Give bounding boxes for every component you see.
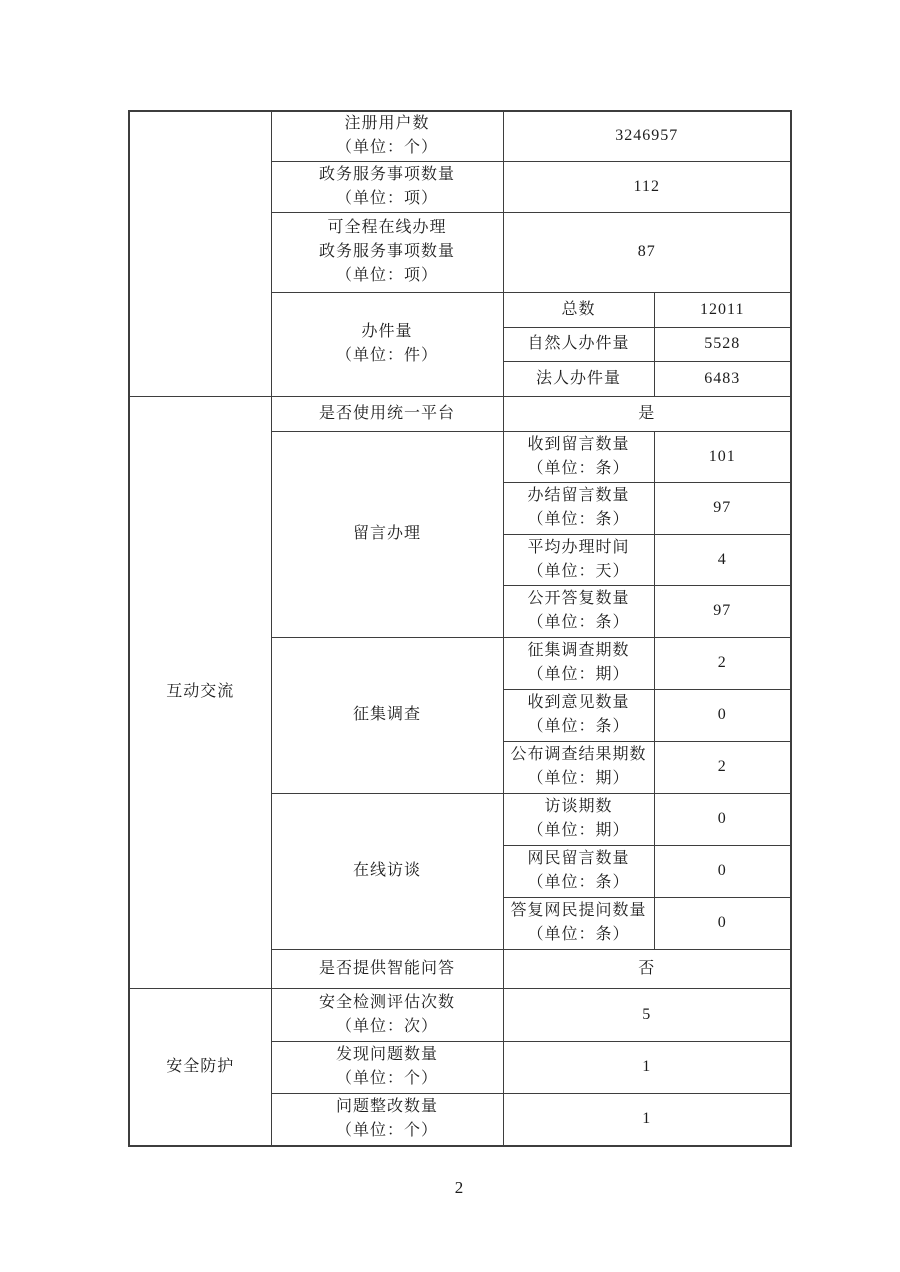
msg-avgtime-unit: （单位：天） xyxy=(527,562,630,580)
online-items-unit: （单位：项） xyxy=(335,267,438,284)
cell-cases-label xyxy=(271,292,503,396)
section-cell-blank xyxy=(129,111,271,396)
cell-service-items-label xyxy=(271,161,503,212)
cell-cases-total-label: 总数 xyxy=(503,292,654,327)
cell-msg-avgtime-value: 4 xyxy=(654,534,791,585)
msg-completed-unit: （单位：条） xyxy=(527,511,630,528)
msg-avgtime-label: 平均办理时间 xyxy=(527,538,630,556)
cell-cases-legal-value: 6483 xyxy=(654,361,791,396)
cell-unified-platform-value: 是 xyxy=(503,396,791,431)
online-items-label-line2: 政务服务事项数量 xyxy=(318,243,455,260)
msg-received-label: 收到留言数量 xyxy=(527,435,630,453)
cell-online-items-label xyxy=(271,212,503,292)
cell-interview-periods-value: 0 xyxy=(654,793,791,845)
problems-fixed-unit: （单位：个） xyxy=(335,1122,438,1140)
service-items-unit: （单位：项） xyxy=(335,189,438,207)
page-number: 2 xyxy=(454,1178,464,1197)
msg-received-unit: （单位：条） xyxy=(527,459,630,477)
cell-interview-messages-value: 0 xyxy=(654,845,791,897)
cell-msg-received-value: 101 xyxy=(654,431,791,482)
cell-problems-found-value: 1 xyxy=(503,1041,791,1093)
cases-unit: （单位：件） xyxy=(335,347,438,364)
cell-msg-reply-label xyxy=(503,585,654,637)
cell-cases-legal-label: 法人办件量 xyxy=(503,361,654,396)
cell-cases-natural-label: 自然人办件量 xyxy=(503,327,654,361)
cell-assessments-value: 5 xyxy=(503,988,791,1041)
cell-survey-periods-value: 2 xyxy=(654,637,791,689)
interview-messages-unit: （单位：条） xyxy=(527,874,630,891)
cell-cases-natural-value: 5528 xyxy=(654,327,791,361)
problems-found-label: 发现问题数量 xyxy=(335,1046,438,1063)
cell-unified-platform-label: 是否使用统一平台 xyxy=(271,396,503,431)
online-items-label-line1: 可全程在线办理 xyxy=(327,219,447,236)
cell-smart-qa-value: 否 xyxy=(503,949,791,988)
survey-opinions-unit: （单位：条） xyxy=(527,718,630,735)
interview-messages-label: 网民留言数量 xyxy=(527,850,630,867)
section-cell-interaction: 互动交流 xyxy=(129,396,271,988)
cell-msg-completed-value: 97 xyxy=(654,482,791,534)
table-row xyxy=(129,111,791,161)
section-cell-security: 安全防护 xyxy=(129,988,271,1146)
cell-interview-replies-label xyxy=(503,897,654,949)
cell-registered-users-label xyxy=(271,111,503,161)
cases-label: 办件量 xyxy=(361,323,413,340)
cell-interview-replies-value: 0 xyxy=(654,897,791,949)
cell-survey-results-label xyxy=(503,741,654,793)
interview-replies-unit: （单位：条） xyxy=(527,926,630,943)
survey-periods-label: 征集调查期数 xyxy=(527,642,630,659)
cell-interview-periods-label xyxy=(503,793,654,845)
cell-interview-label: 在线访谈 xyxy=(271,793,503,949)
cell-msg-reply-value: 97 xyxy=(654,585,791,637)
interview-periods-label: 访谈期数 xyxy=(544,798,613,815)
service-items-label: 政务服务事项数量 xyxy=(318,165,455,183)
cell-problems-fixed-label xyxy=(271,1093,503,1146)
msg-completed-label: 办结留言数量 xyxy=(527,487,630,504)
cell-assessments-label xyxy=(271,988,503,1041)
cell-interview-messages-label xyxy=(503,845,654,897)
cell-survey-opinions-label xyxy=(503,689,654,741)
survey-periods-unit: （单位：期） xyxy=(527,666,630,683)
interview-periods-unit: （单位：期） xyxy=(527,822,630,839)
problems-found-unit: （单位：个） xyxy=(335,1070,438,1087)
cell-survey-results-value: 2 xyxy=(654,741,791,793)
survey-results-unit: （单位：期） xyxy=(527,770,630,787)
cell-msg-completed-label xyxy=(503,482,654,534)
assessments-unit: （单位：次） xyxy=(335,1017,438,1035)
cell-online-items-value: 87 xyxy=(503,212,791,292)
registered-users-unit: （单位：个） xyxy=(335,139,438,157)
cell-cases-total-value: 12011 xyxy=(654,292,791,327)
table-row xyxy=(129,988,791,1041)
cell-message-handling-label: 留言办理 xyxy=(271,431,503,637)
cell-msg-received-label xyxy=(503,431,654,482)
interview-replies-label: 答复网民提问数量 xyxy=(510,902,647,919)
registered-users-label: 注册用户数 xyxy=(344,115,430,133)
cell-msg-avgtime-label xyxy=(503,534,654,585)
table-row xyxy=(129,396,791,431)
cell-smart-qa-label: 是否提供智能问答 xyxy=(271,949,503,988)
cell-service-items-value: 112 xyxy=(503,161,791,212)
survey-opinions-label: 收到意见数量 xyxy=(527,694,630,711)
cell-registered-users-value: 3246957 xyxy=(503,111,791,161)
cell-survey-periods-label xyxy=(503,637,654,689)
cell-survey-label: 征集调查 xyxy=(271,637,503,793)
cell-problems-found-label xyxy=(271,1041,503,1093)
report-table xyxy=(128,110,792,1147)
problems-fixed-label: 问题整改数量 xyxy=(335,1098,438,1116)
msg-reply-label: 公开答复数量 xyxy=(527,590,630,607)
cell-survey-opinions-value: 0 xyxy=(654,689,791,741)
cell-problems-fixed-value: 1 xyxy=(503,1093,791,1146)
assessments-label: 安全检测评估次数 xyxy=(318,993,455,1011)
survey-results-label: 公布调查结果期数 xyxy=(510,746,647,763)
msg-reply-unit: （单位：条） xyxy=(527,614,630,631)
